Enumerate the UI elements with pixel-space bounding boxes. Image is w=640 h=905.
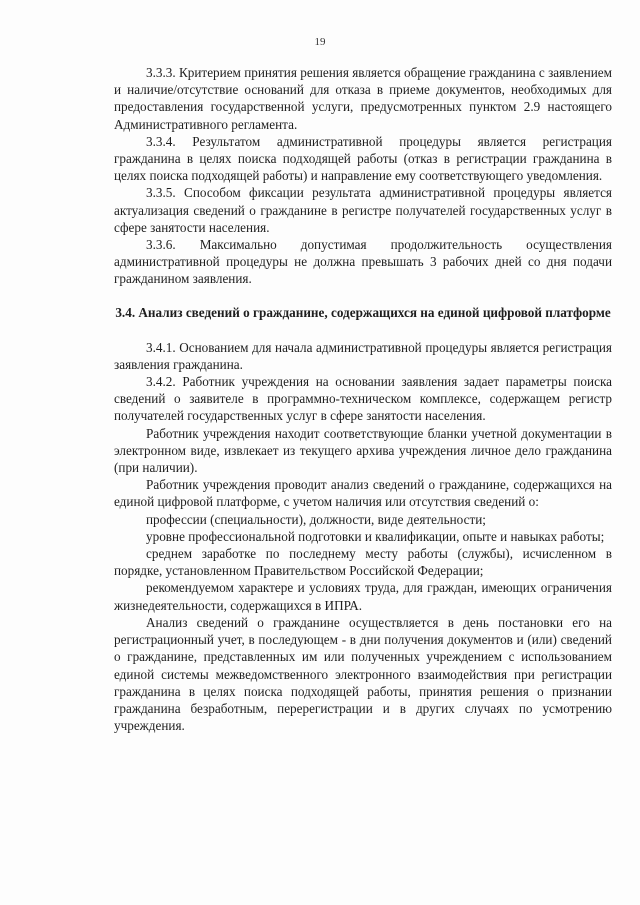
document-body: [114, 64, 612, 734]
paragraph-3-3-5: 3.3.5. Способом фиксации результата административной процедуры является актуализация сведений о гражданине в регистре получателей государственных услуг в сфере занятости населения.: [114, 185, 612, 235]
paragraph-3-4-2: 3.4.2. Работник учреждения на основании заявления задает параметры поиска сведений о заявителе в программно-техническом комплексе, содержащем регистр получателей государственных услуг в сфере занятости населения.: [114, 374, 612, 424]
paragraph-3-3-4: 3.3.4. Результатом административной процедуры является регистрация гражданина в целях поиска подходящей работы (отказ в регистрации гражданина в целях поиска подходящей работы) и направление ему соответствующего уведомления.: [114, 133, 612, 184]
page-number: 19: [314, 36, 326, 48]
paragraph-worker-analyzes: Работник учреждения проводит анализ сведений о гражданине, содержащихся на единой цифровой платформе, с учетом наличия или отсутствия сведений о:: [114, 477, 612, 510]
list-item-qualification: уровне профессиональной подготовки и квалификации, опыте и навыках работы;: [146, 528, 605, 544]
paragraph-3-4-1: 3.4.1. Основанием для начала административной процедуры является регистрация заявления гражданина.: [114, 339, 612, 372]
section-title-3-4: 3.4. Анализ сведений о гражданине, содержащихся на единой цифровой платформе: [115, 304, 611, 320]
paragraph-worker-finds-forms: Работник учреждения находит соответствующие бланки учетной документации в электронном виде, извлекает из текущего архива учреждения личное дело гражданина (при наличии).: [114, 425, 612, 476]
paragraph-analysis-timing: Анализ сведений о гражданине осуществляется в день постановки его на регистрационный учет, в последующем - в дни получения документов и (или) сведений о гражданине, представленных им или полученных учреждением с использованием единой системы межведомственного электронного взаимодействия при регистрации гражданина в целях поиска подходящей работы, принятия решения о признании гражданина безработным, перерегистрации и в других случаях по усмотрению учреждения.: [114, 614, 612, 734]
list-item-working-conditions: рекомендуемом характере и условиях труда, для граждан, имеющих ограничения жизнедеятельности, содержащихся в ИПРА.: [114, 580, 612, 613]
paragraph-3-3-3: 3.3.3. Критерием принятия решения является обращение гражданина с заявлением и наличие/отсутствие оснований для отказа в приеме документов, необходимых для предоставления государственной услуги, предусмотренных пунктом 2.9 настоящего Административного регламента.: [114, 65, 612, 132]
paragraph-3-3-6: 3.3.6. Максимально допустимая продолжительность осуществления административной процедуры не должна превышать 3 рабочих дней со дня подачи гражданином заявления.: [114, 237, 612, 287]
list-item-profession: профессии (специальности), должности, виде деятельности;: [146, 511, 486, 527]
list-item-salary: среднем заработке по последнему месту работы (службы), исчисленном в порядке, установленном Правительством Российской Федерации;: [114, 546, 612, 579]
